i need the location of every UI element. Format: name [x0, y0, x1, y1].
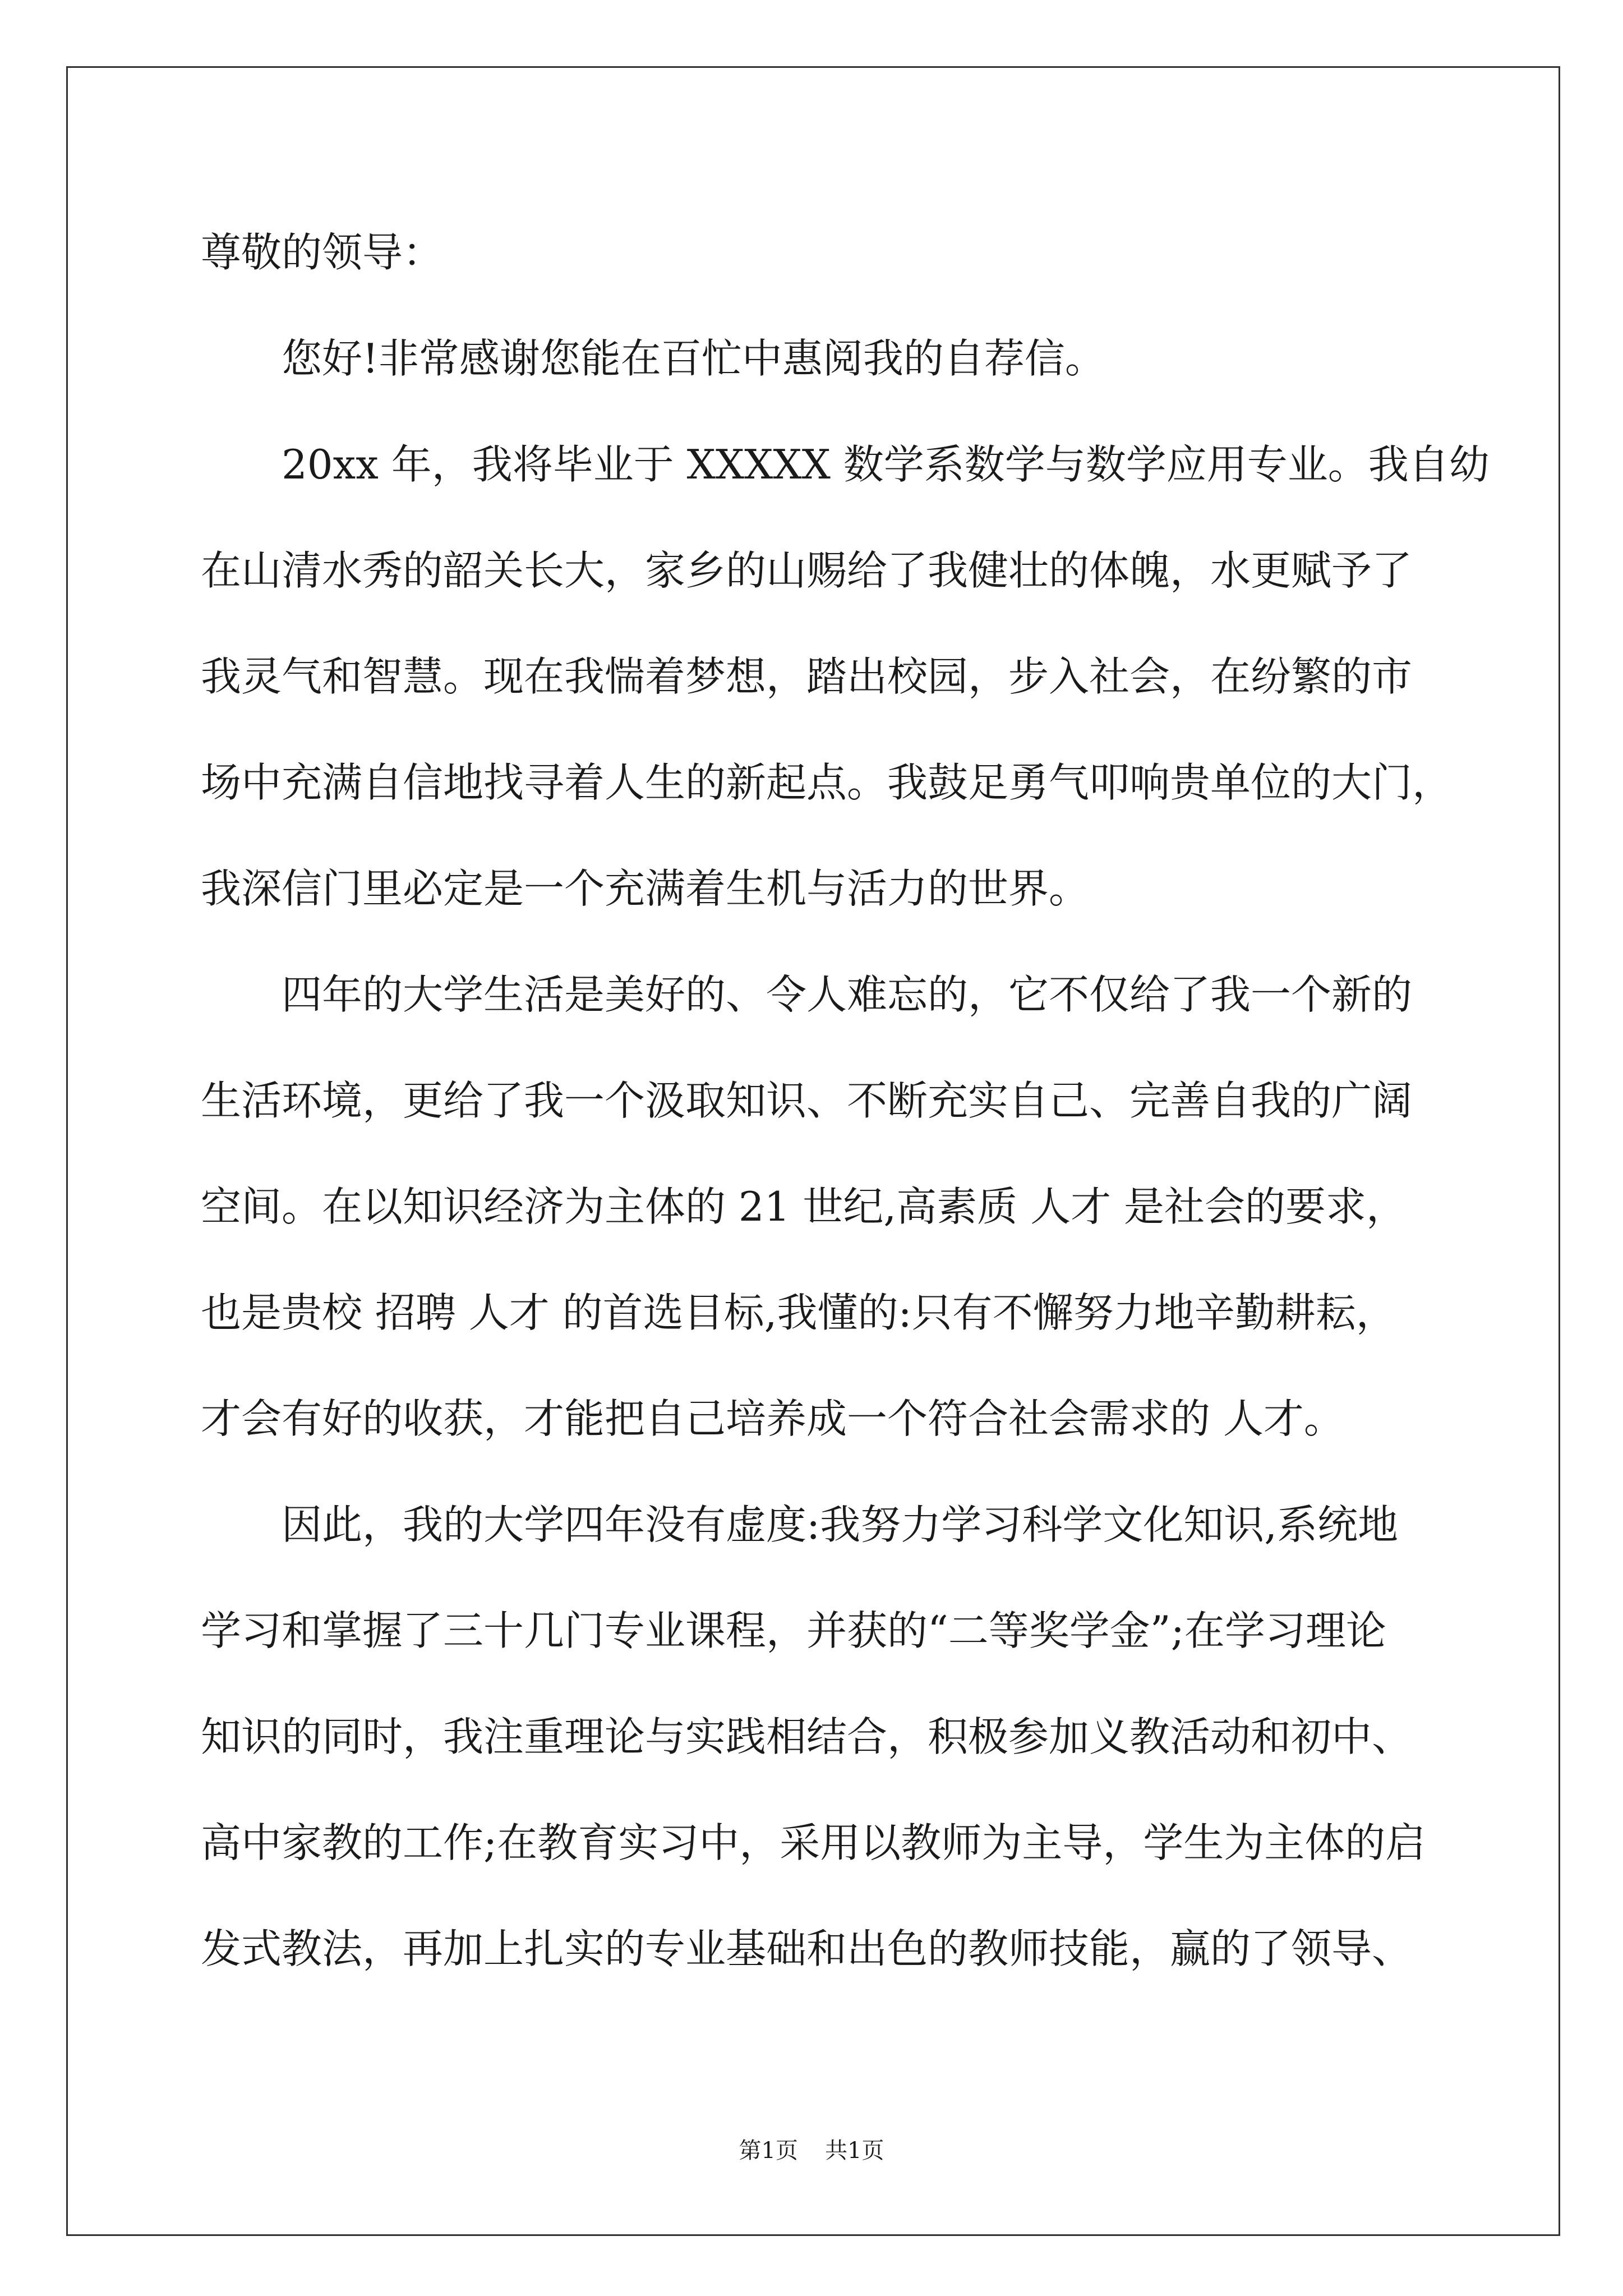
text-line: 也是贵校 招聘 人才 的首选目标,我懂的:只有不懈努力地辛勤耕耘， — [201, 1289, 1396, 1336]
text-line: 因此，我的大学四年没有虚度:我努力学习科学文化知识,系统地 — [282, 1501, 1399, 1548]
paragraph-greeting — [201, 306, 1536, 412]
salutation: 尊敬的领导： — [201, 229, 444, 276]
page-footer — [0, 2136, 1623, 2165]
page-number: 第1页 — [739, 2138, 798, 2164]
text-line: 我深信门里必定是一个充满着生机与活力的世界。 — [201, 865, 1090, 912]
paragraph-achievements — [201, 1472, 1536, 2002]
text-line: 四年的大学生活是美好的、令人难忘的，它不仅给了我一个新的 — [282, 971, 1413, 1018]
text-line: 在山清水秀的韶关长大，家乡的山赐给了我健壮的体魄，水更赋予了 — [201, 547, 1413, 594]
text-line: 空间。在以知识经济为主体的 21 世纪,高素质 人才 是社会的要求， — [201, 1183, 1407, 1230]
letter-body — [201, 200, 1536, 2002]
text-line: 学习和掌握了三十几门专业课程，并获的“二等奖学金”;在学习理论 — [201, 1607, 1386, 1654]
text-line: 发式教法，再加上扎实的专业基础和出色的教师技能，赢的了领导、 — [201, 1925, 1413, 1972]
text-line: 才会有好的收获，才能把自己培养成一个符合社会需求的 人才。 — [201, 1395, 1344, 1442]
text-line: 我灵气和智慧。现在我惴着梦想，踏出校园，步入社会，在纷繁的市 — [201, 653, 1413, 700]
text-line: 您好!非常感谢您能在百忙中惠阅我的自荐信。 — [282, 335, 1105, 382]
text-line: 高中家教的工作;在教育实习中，采用以教师为主导，学生为主体的启 — [201, 1819, 1426, 1866]
text-line: 20xx 年，我将毕业于 XXXXX 数学系数学与数学应用专业。我自幼 — [282, 441, 1490, 488]
text-line: 场中充满自信地找寻着人生的新起点。我鼓足勇气叩响贵单位的大门， — [201, 759, 1453, 806]
page-total: 共1页 — [825, 2138, 884, 2164]
text-line: 生活环境，更给了我一个汲取知识、不断充实自己、完善自我的广阔 — [201, 1077, 1413, 1124]
paragraph-university-life — [201, 942, 1536, 1472]
text-line: 知识的同时，我注重理论与实践相结合，积极参加义教活动和初中、 — [201, 1713, 1413, 1760]
paragraph-introduction — [201, 412, 1536, 942]
